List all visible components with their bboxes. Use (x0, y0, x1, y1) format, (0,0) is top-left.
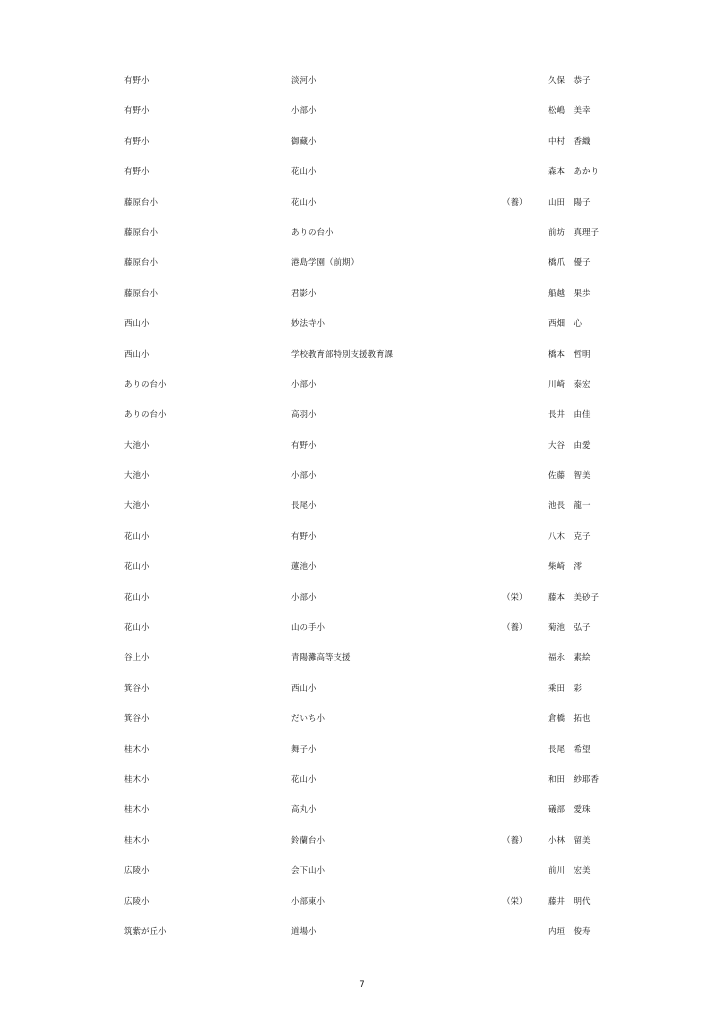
new-school: 花山小 (291, 197, 317, 208)
previous-school: 西山小 (124, 349, 150, 360)
person-name: 川崎 泰宏 (548, 379, 591, 390)
list-item (0, 163, 724, 193)
person-name: 大谷 由愛 (548, 440, 591, 451)
previous-school: 広陵小 (124, 896, 150, 907)
previous-school: 桂木小 (124, 805, 150, 816)
list-item (0, 224, 724, 254)
person-name: 和田 紗耶香 (548, 774, 600, 785)
list-item (0, 376, 724, 406)
previous-school: 筑紫が丘小 (124, 926, 167, 937)
list-item (0, 589, 724, 619)
previous-school: 花山小 (124, 562, 150, 573)
list-item (0, 254, 724, 284)
person-name: 菊池 弘子 (548, 623, 591, 634)
page-number: 7 (359, 980, 365, 990)
person-name: 久保 恭子 (548, 76, 591, 86)
previous-school: 藤原台小 (124, 227, 159, 238)
person-name: 橋爪 優子 (548, 258, 591, 269)
new-school: 蓮池小 (291, 562, 317, 573)
new-school: 有野小 (291, 440, 317, 451)
list-item (0, 741, 724, 771)
previous-school: 谷上小 (124, 653, 150, 664)
previous-school: 桂木小 (124, 744, 150, 755)
list-item (0, 346, 724, 376)
person-name: 柴崎 澪 (548, 562, 583, 573)
previous-school: 花山小 (124, 623, 150, 634)
role-note: （養） (502, 623, 528, 634)
new-school: 小部小 (291, 379, 317, 390)
person-name: 福永 素絵 (548, 653, 591, 664)
new-school: 高丸小 (291, 805, 317, 816)
person-name: 小林 留美 (548, 835, 591, 846)
previous-school: 花山小 (124, 531, 150, 542)
list-item (0, 194, 724, 224)
person-name: 乘田 彩 (548, 683, 583, 694)
new-school: 小部小 (291, 592, 317, 603)
list-item (0, 72, 724, 102)
new-school: 鈴蘭台小 (291, 835, 326, 846)
list-item (0, 437, 724, 467)
new-school: 舞子小 (291, 744, 317, 755)
list-item (0, 832, 724, 862)
previous-school: 桂木小 (124, 774, 150, 785)
previous-school: 大池小 (124, 471, 150, 482)
role-note: （養） (502, 197, 528, 208)
person-name: 礒部 愛珠 (548, 805, 591, 816)
list-item (0, 801, 724, 831)
new-school: ありの台小 (291, 227, 334, 238)
list-item (0, 710, 724, 740)
new-school: 花山小 (291, 774, 317, 785)
previous-school: ありの台小 (124, 379, 167, 390)
list-item (0, 771, 724, 801)
person-name: 森本 あかり (548, 167, 600, 178)
person-name: 長尾 希望 (548, 744, 591, 755)
previous-school: 桂木小 (124, 835, 150, 846)
new-school: 道場小 (291, 926, 317, 937)
new-school: 小部小 (291, 106, 317, 117)
new-school: 高羽小 (291, 410, 317, 421)
previous-school: 有野小 (124, 76, 150, 86)
person-name: 内垣 俊寿 (548, 926, 591, 937)
previous-school: 有野小 (124, 136, 150, 147)
new-school: 青陽灘高等支援 (291, 653, 351, 664)
new-school: 花山小 (291, 167, 317, 178)
new-school: だいち小 (291, 714, 326, 725)
person-name: 長井 由佳 (548, 410, 591, 421)
person-name: 池長 龍一 (548, 501, 591, 512)
new-school: 長尾小 (291, 501, 317, 512)
previous-school: 広陵小 (124, 866, 150, 877)
new-school: 淡河小 (291, 76, 317, 86)
list-item (0, 467, 724, 497)
new-school: 会下山小 (291, 866, 326, 877)
previous-school: 有野小 (124, 167, 150, 178)
new-school: 学校教育部特別支援教育課 (291, 349, 394, 360)
list-item (0, 619, 724, 649)
list-item (0, 406, 724, 436)
list-item (0, 649, 724, 679)
person-name: 橋本 哲明 (548, 349, 591, 360)
list-item (0, 285, 724, 315)
person-name: 前坊 真理子 (548, 227, 600, 238)
new-school: 港島学園（前期） (291, 258, 360, 269)
previous-school: 花山小 (124, 592, 150, 603)
role-note: （養） (502, 835, 528, 846)
person-name: 藤井 明代 (548, 896, 591, 907)
person-name: 佐藤 智美 (548, 471, 591, 482)
previous-school: 有野小 (124, 106, 150, 117)
previous-school: 大池小 (124, 501, 150, 512)
role-note: （栄） (502, 592, 528, 603)
person-name: 船越 果歩 (548, 288, 591, 299)
role-note: （栄） (502, 896, 528, 907)
new-school: 小部東小 (291, 896, 326, 907)
person-name: 中村 香織 (548, 136, 591, 147)
person-name: 西畑 心 (548, 319, 583, 330)
list-item (0, 528, 724, 558)
person-name: 前川 宏美 (548, 866, 591, 877)
new-school: 妙法寺小 (291, 319, 326, 330)
list-item (0, 497, 724, 527)
previous-school: 大池小 (124, 440, 150, 451)
previous-school: 藤原台小 (124, 288, 159, 299)
list-item (0, 923, 724, 953)
transfer-list (0, 72, 724, 953)
person-name: 八木 克子 (548, 531, 591, 542)
new-school: 西山小 (291, 683, 317, 694)
person-name: 松嶋 美幸 (548, 106, 591, 117)
previous-school: 箕谷小 (124, 683, 150, 694)
list-item (0, 558, 724, 588)
previous-school: 藤原台小 (124, 197, 159, 208)
new-school: 山の手小 (291, 623, 326, 634)
list-item (0, 862, 724, 892)
list-item (0, 680, 724, 710)
list-item (0, 102, 724, 132)
person-name: 山田 陽子 (548, 197, 591, 208)
person-name: 藤本 美砂子 (548, 592, 600, 603)
new-school: 小部小 (291, 471, 317, 482)
new-school: 君影小 (291, 288, 317, 299)
new-school: 有野小 (291, 531, 317, 542)
new-school: 御藏小 (291, 136, 317, 147)
list-item (0, 893, 724, 923)
list-item (0, 315, 724, 345)
person-name: 倉橋 拓也 (548, 714, 591, 725)
previous-school: 藤原台小 (124, 258, 159, 269)
previous-school: ありの台小 (124, 410, 167, 421)
previous-school: 西山小 (124, 319, 150, 330)
list-item (0, 133, 724, 163)
previous-school: 箕谷小 (124, 714, 150, 725)
